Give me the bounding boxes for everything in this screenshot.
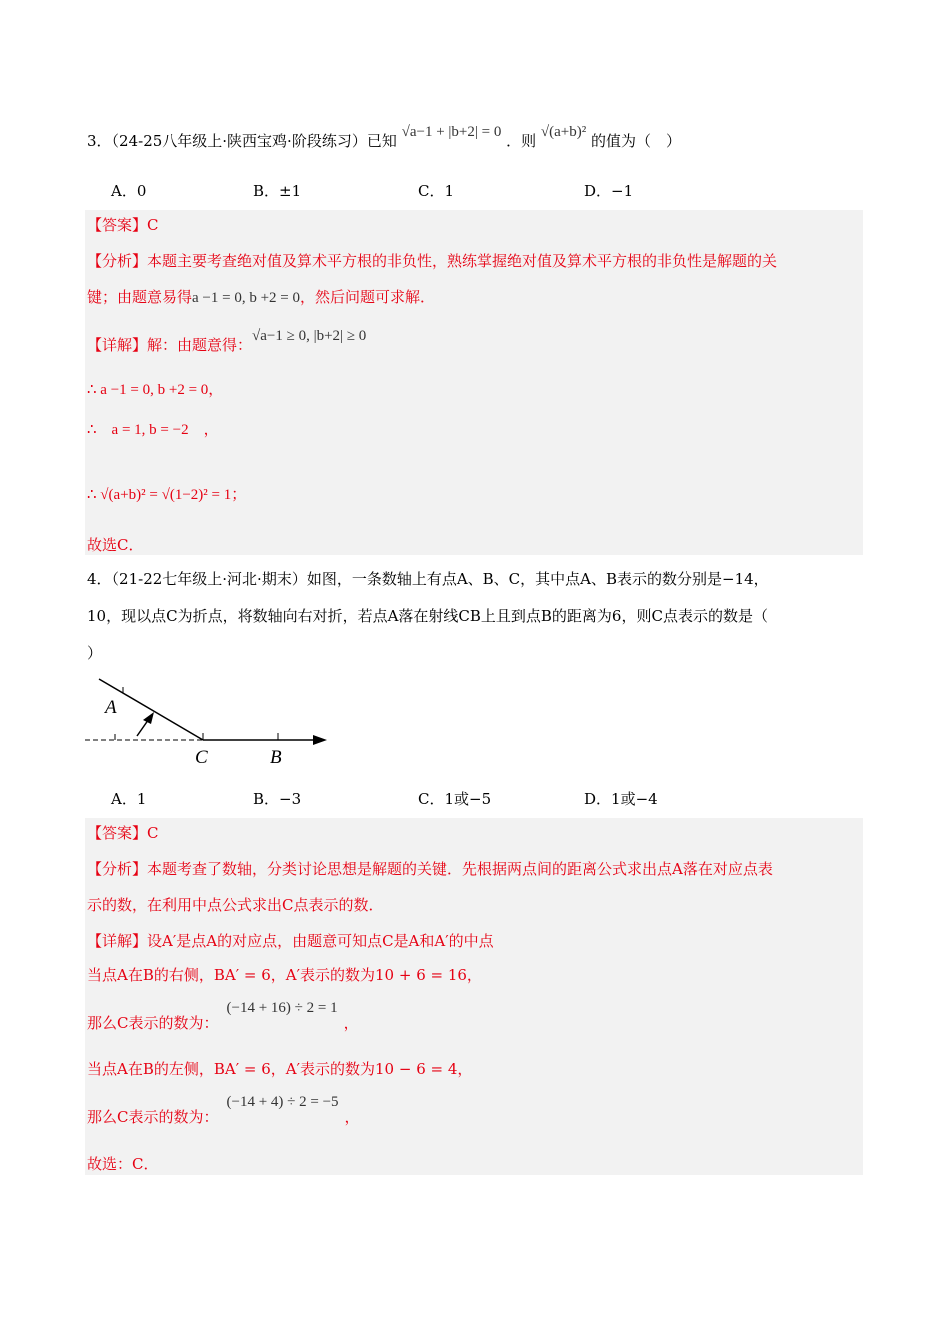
- q3-detail-label: 【详解】解：由题意得：: [87, 336, 253, 354]
- q3-step3: ∴ √(a+b)² = √(1−2)² = 1；: [87, 487, 247, 503]
- q3-analysis-math: a −1 = 0, b +2 = 0: [192, 290, 301, 306]
- q3-detail: [87, 328, 367, 356]
- q3-analysis-line2: [87, 287, 435, 308]
- number-line-figure: [85, 670, 335, 770]
- q3-analysis-text: 键；由题意易得: [87, 288, 193, 306]
- q3-option-a: A．0: [111, 182, 147, 200]
- comma: ，: [343, 1014, 359, 1032]
- fold-arrow-head-icon: [143, 712, 154, 724]
- q4-case2-c-math: (−14 + 4) ÷ 2 = −5: [226, 1094, 339, 1110]
- q4-detail: 【详解】设A′是点A的对应点，由题意可知点C是A和A′的中点: [87, 932, 494, 950]
- q3-step1: ∴ a −1 = 0, b +2 = 0，: [87, 382, 224, 398]
- q3-step2: ∴ a = 1, b = −2 ，: [87, 422, 219, 438]
- q3-answer: 【答案】C: [87, 216, 159, 234]
- q4-case1-c-math: (−14 + 16) ÷ 2 = 1: [226, 1000, 338, 1016]
- q3-detail-math: √a−1 ≥ 0, |b+2| ≥ 0: [252, 328, 367, 344]
- q4-analysis-line2: 示的数，在利用中点公式求出C点表示的数．: [87, 896, 384, 914]
- q3-conclusion: 故选C．: [87, 536, 144, 554]
- q3-stem-suffix: 的值为（ ）: [591, 132, 682, 150]
- q4-option-d: D．1或−4: [584, 790, 658, 808]
- q3-expression: √(a+b)²: [540, 124, 587, 140]
- q3-stem: [87, 124, 682, 152]
- q4-case1: 当点A在B的右侧，BA′ = 6，A′表示的数为10 + 6 = 16，: [87, 966, 482, 984]
- q4-case2: 当点A在B的左侧，BA′ = 6，A′表示的数为10 − 6 = 4，: [87, 1060, 473, 1078]
- label-b: B: [270, 747, 282, 768]
- q3-stem-prefix: 3．（24-25八年级上·陕西宝鸡·阶段练习）已知: [87, 132, 397, 150]
- q4-answer: 【答案】C: [87, 824, 159, 842]
- q3-analysis-text2: ，然后问题可求解．: [300, 288, 436, 306]
- q3-stem-mid: ．则: [506, 132, 537, 150]
- q3-option-c: C．1: [418, 182, 455, 200]
- q4-conclusion: 故选：C．: [87, 1155, 159, 1173]
- q3-condition: √a−1 + |b+2| = 0: [401, 124, 502, 140]
- axis-arrow-icon: [313, 735, 327, 745]
- q4-stem-line2: 10，现以点C为折点，将数轴向右对折，若点A落在射线CB上且到点B的距离为6，则C点表示的数是（: [87, 607, 768, 625]
- q4-stem-line3: ）: [87, 644, 103, 662]
- q4-case2-c-label: 那么C表示的数为：: [87, 1108, 219, 1126]
- label-a: A: [105, 697, 117, 718]
- label-c: C: [195, 747, 208, 768]
- q4-option-b: B．−3: [253, 790, 302, 808]
- q4-stem-line1: 4．（21-22七年级上·河北·期末）如图，一条数轴上有点A、B、C，其中点A、B表示的数分别是−14，: [87, 570, 769, 588]
- q4-analysis-line1: 【分析】本题考查了数轴，分类讨论思想是解题的关键．先根据两点间的距离公式求出点A落在对应点表: [87, 860, 773, 878]
- q4-option-c: C．1或−5: [418, 790, 492, 808]
- q4-case1-c: [87, 1000, 359, 1034]
- q3-option-b: B．±1: [253, 182, 302, 200]
- q4-case2-c: [87, 1094, 360, 1128]
- q3-option-d: D．−1: [584, 182, 634, 200]
- comma: ，: [344, 1108, 360, 1126]
- q4-case1-c-label: 那么C表示的数为：: [87, 1014, 219, 1032]
- q3-analysis-line1: 【分析】本题主要考查绝对值及算术平方根的非负性，熟练掌握绝对值及算术平方根的非负性是解题的关: [87, 252, 778, 270]
- q4-option-a: A．1: [111, 790, 147, 808]
